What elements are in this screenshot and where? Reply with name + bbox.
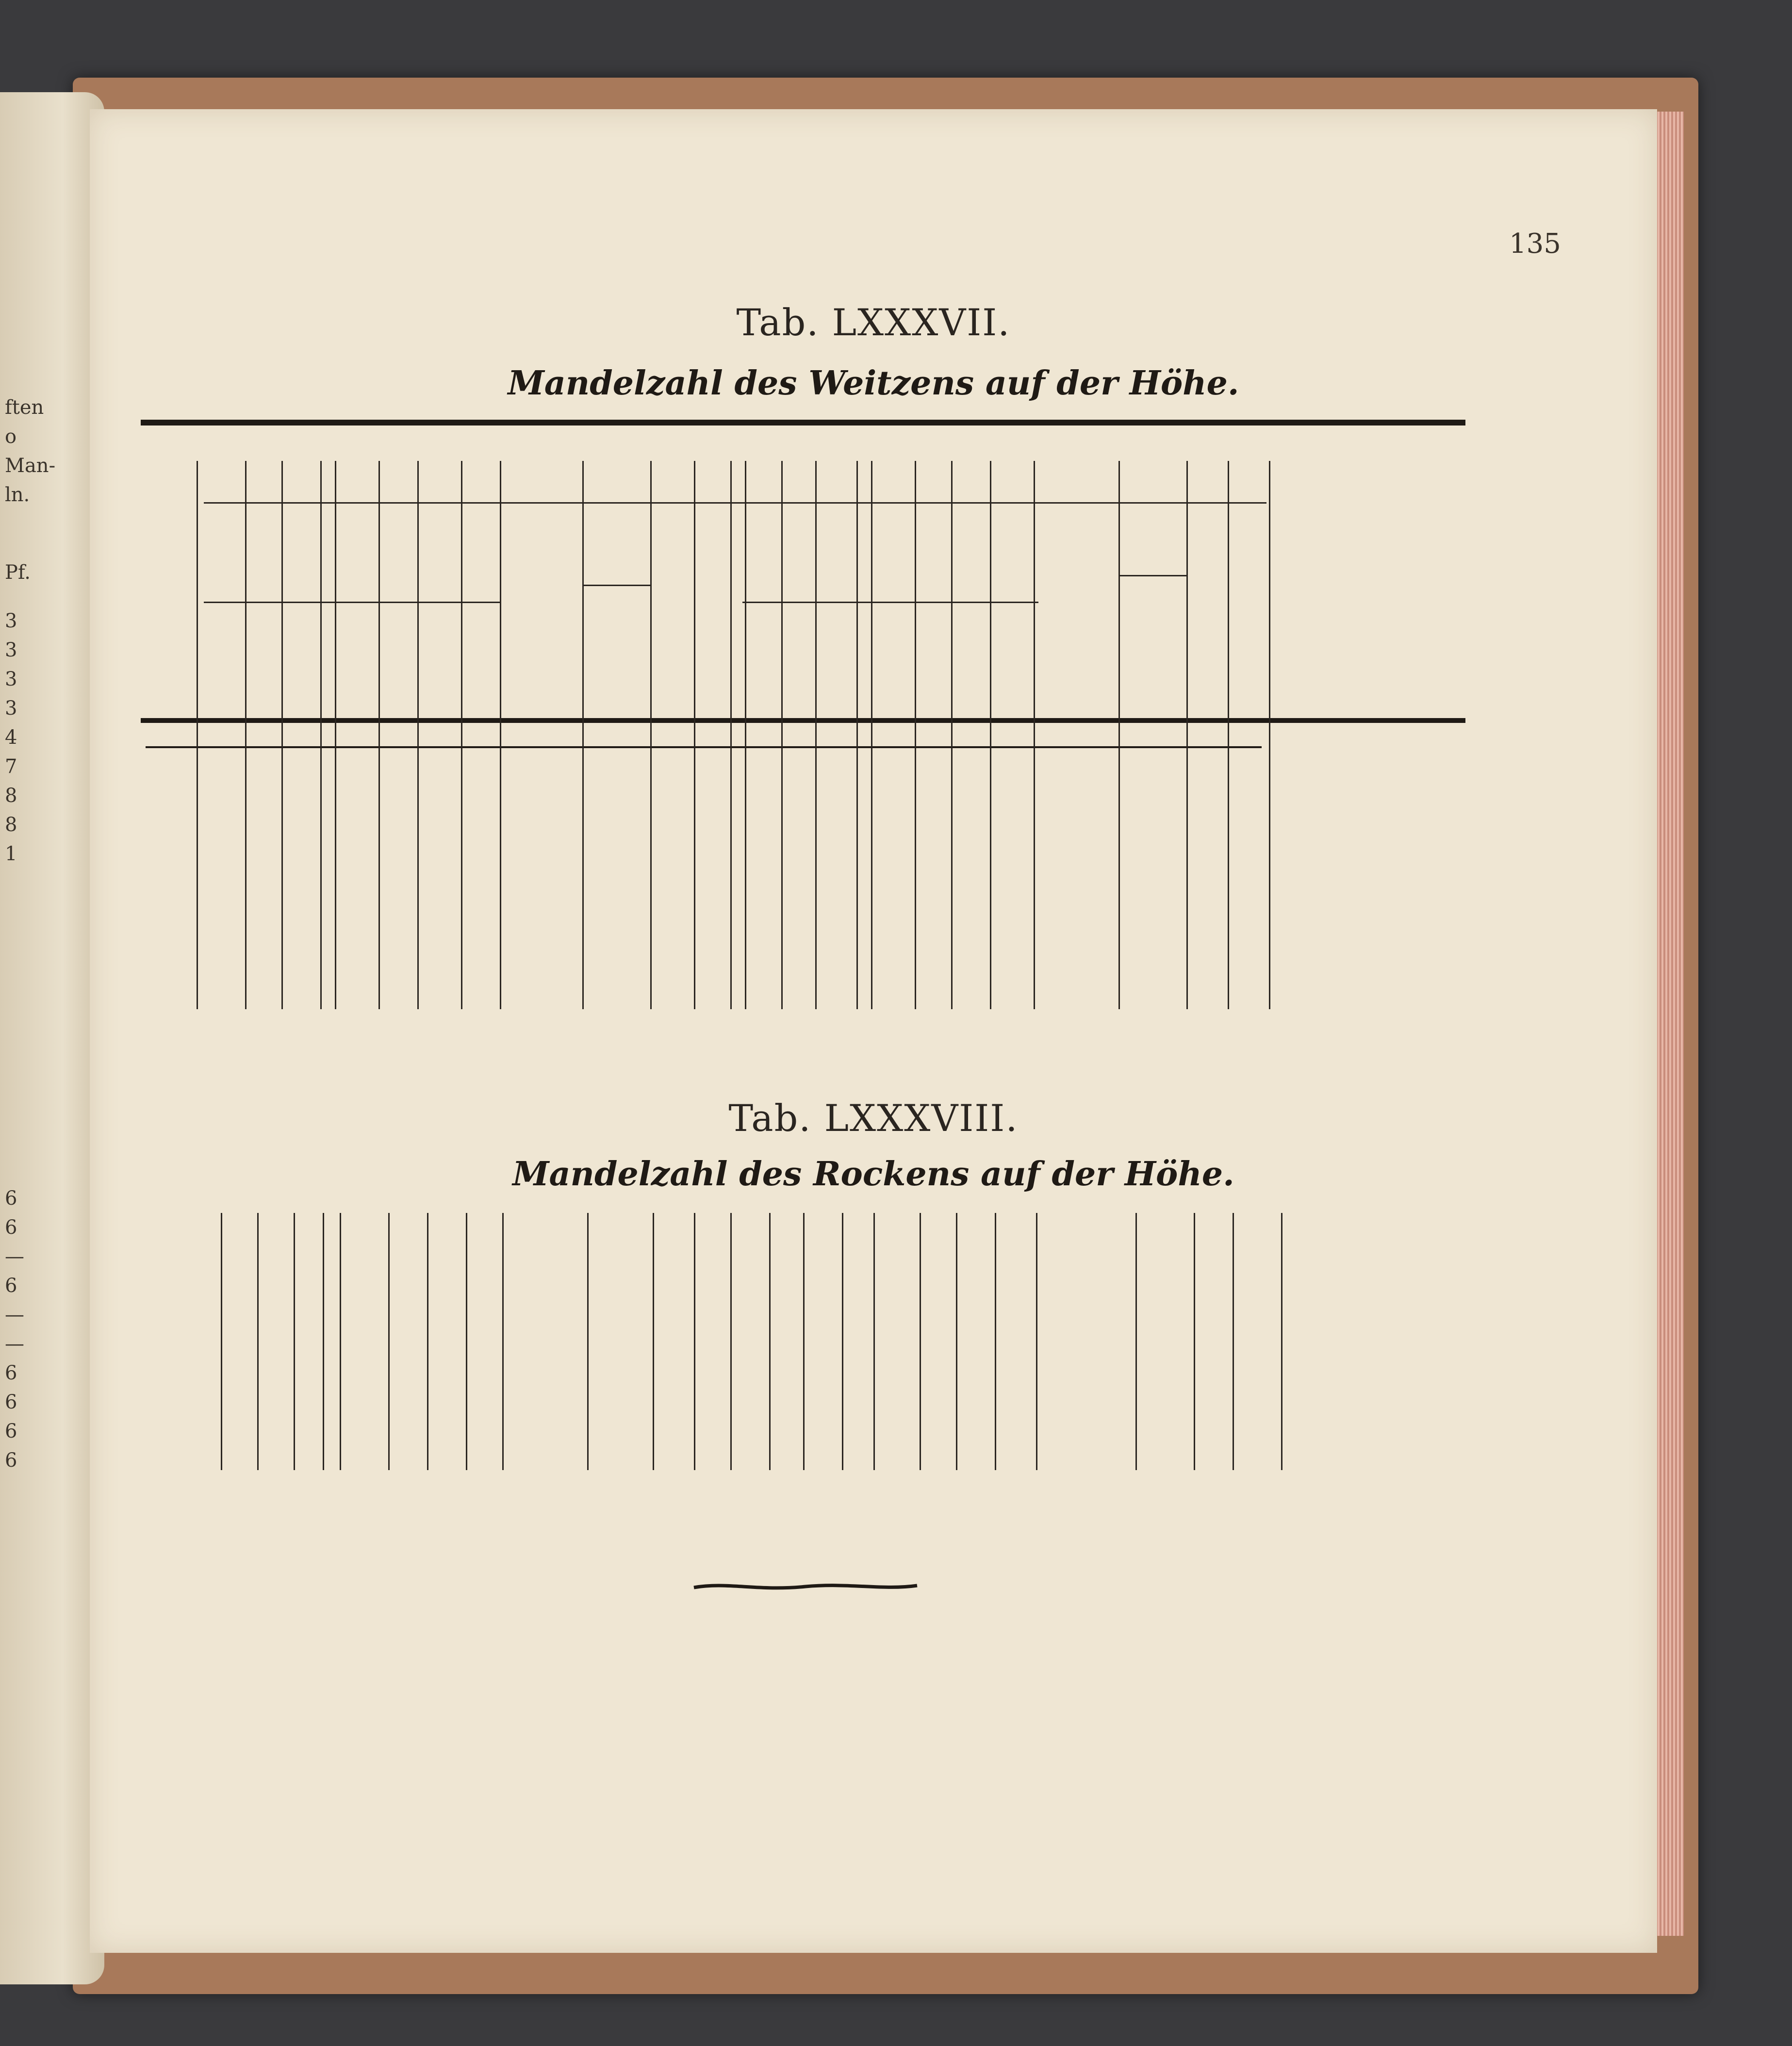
table1-sub-underline-1 bbox=[204, 602, 500, 603]
table1-vrule bbox=[694, 461, 695, 1009]
left-page-fragment: 8 bbox=[5, 814, 17, 836]
left-page-fragment: 6 bbox=[5, 1391, 17, 1413]
table1-top-rule bbox=[141, 420, 1465, 426]
left-page-fragment: 3 bbox=[5, 639, 17, 661]
table1-vrule bbox=[245, 461, 247, 1009]
table2-vrule bbox=[1194, 1213, 1195, 1470]
table2-vrule bbox=[995, 1213, 996, 1470]
table2-vrule bbox=[730, 1213, 732, 1470]
table2-vrule bbox=[294, 1213, 295, 1470]
table1-vrule bbox=[1228, 461, 1229, 1009]
left-page-fragment: ln. bbox=[5, 484, 30, 506]
table1-vrule bbox=[1186, 461, 1188, 1009]
left-page-fragment: 6 bbox=[5, 1216, 17, 1239]
table1-vrule bbox=[335, 461, 336, 1009]
left-page-fragment: — bbox=[5, 1333, 24, 1355]
table2-vrule bbox=[803, 1213, 805, 1470]
left-page-fragment: 4 bbox=[5, 726, 17, 749]
left-page-fragment: 6 bbox=[5, 1275, 17, 1297]
table1-body-top-rule bbox=[146, 746, 1262, 748]
table1-vrule bbox=[781, 461, 783, 1009]
table2-vrule bbox=[587, 1213, 589, 1470]
table2-title: Tab. LXXXVIII. bbox=[728, 1097, 1019, 1140]
left-page-fragment: — bbox=[5, 1245, 24, 1268]
left-page-fragment: 3 bbox=[5, 668, 17, 690]
table1-vrule bbox=[650, 461, 652, 1009]
table2-vrule bbox=[694, 1213, 695, 1470]
table2-vrule bbox=[323, 1213, 324, 1470]
table2-vrule bbox=[873, 1213, 875, 1470]
table2-vrule bbox=[502, 1213, 504, 1470]
table1-vrule bbox=[990, 461, 991, 1009]
table1-vrule bbox=[1269, 461, 1270, 1009]
page-number: 135 bbox=[1509, 228, 1561, 260]
table1-vrule bbox=[320, 461, 322, 1009]
table1-group-underline bbox=[204, 502, 1266, 504]
table2-vrule bbox=[388, 1213, 390, 1470]
table2-vrule bbox=[653, 1213, 654, 1470]
table2-vrule bbox=[427, 1213, 428, 1470]
table1-vrule bbox=[871, 461, 872, 1009]
table1-vrule bbox=[856, 461, 858, 1009]
table2-vrule bbox=[466, 1213, 467, 1470]
table1-header-bottom-rule bbox=[141, 718, 1465, 723]
left-page-fragment: 3 bbox=[5, 697, 17, 720]
left-page-fragment: 3 bbox=[5, 610, 17, 632]
table1-vrule bbox=[500, 461, 501, 1009]
ornament-divider bbox=[689, 1577, 922, 1596]
left-page-fragment: ften bbox=[5, 396, 44, 419]
table2-vrule bbox=[1233, 1213, 1234, 1470]
left-page-fragment: — bbox=[5, 1304, 24, 1326]
left-page-fragment: 8 bbox=[5, 785, 17, 807]
left-page-fragment: 6 bbox=[5, 1420, 17, 1442]
table1-title: Tab. LXXXVII. bbox=[736, 301, 1011, 344]
table1-sub-underline-2 bbox=[742, 602, 1038, 603]
table1-vrule bbox=[281, 461, 283, 1009]
table1-vrule bbox=[461, 461, 462, 1009]
table2-vrule bbox=[221, 1213, 222, 1470]
left-page-fragment: 6 bbox=[5, 1187, 17, 1210]
left-page-fragment: 6 bbox=[5, 1449, 17, 1472]
table1-vrule bbox=[951, 461, 953, 1009]
table1-vrule bbox=[745, 461, 746, 1009]
table2-vrule bbox=[1135, 1213, 1137, 1470]
left-page-fragment: 6 bbox=[5, 1362, 17, 1384]
table2-vrule bbox=[340, 1213, 341, 1470]
table2-vrule bbox=[842, 1213, 843, 1470]
left-page-fragment: 1 bbox=[5, 843, 17, 865]
left-page-fragment: o bbox=[5, 426, 17, 448]
table1-vrule bbox=[378, 461, 380, 1009]
table1-vrule bbox=[197, 461, 198, 1009]
table2-vrule bbox=[257, 1213, 259, 1470]
left-page-fragment: Man- bbox=[5, 455, 56, 477]
table1-vrule bbox=[1034, 461, 1035, 1009]
table1-vrule bbox=[815, 461, 817, 1009]
left-page-fragment: Pf. bbox=[5, 561, 31, 584]
table1-vrule bbox=[582, 461, 584, 1009]
table2-subtitle: Mandelzahl des Rockens auf der Höhe. bbox=[512, 1155, 1234, 1194]
table1-vrule bbox=[417, 461, 419, 1009]
table1-vrule bbox=[1118, 461, 1120, 1009]
table2-vrule bbox=[920, 1213, 921, 1470]
table1-vrule bbox=[730, 461, 732, 1009]
table1-sub-underline-4 bbox=[1118, 575, 1186, 576]
table1-vrule bbox=[915, 461, 916, 1009]
table2-vrule bbox=[956, 1213, 957, 1470]
table1-subtitle: Mandelzahl des Weitzens auf der Höhe. bbox=[508, 364, 1239, 403]
table1-sub-underline-3 bbox=[582, 585, 650, 586]
table2-vrule bbox=[1036, 1213, 1037, 1470]
left-page-fragment: 7 bbox=[5, 755, 17, 778]
table2-vrule bbox=[1281, 1213, 1282, 1470]
table2-vrule bbox=[769, 1213, 771, 1470]
